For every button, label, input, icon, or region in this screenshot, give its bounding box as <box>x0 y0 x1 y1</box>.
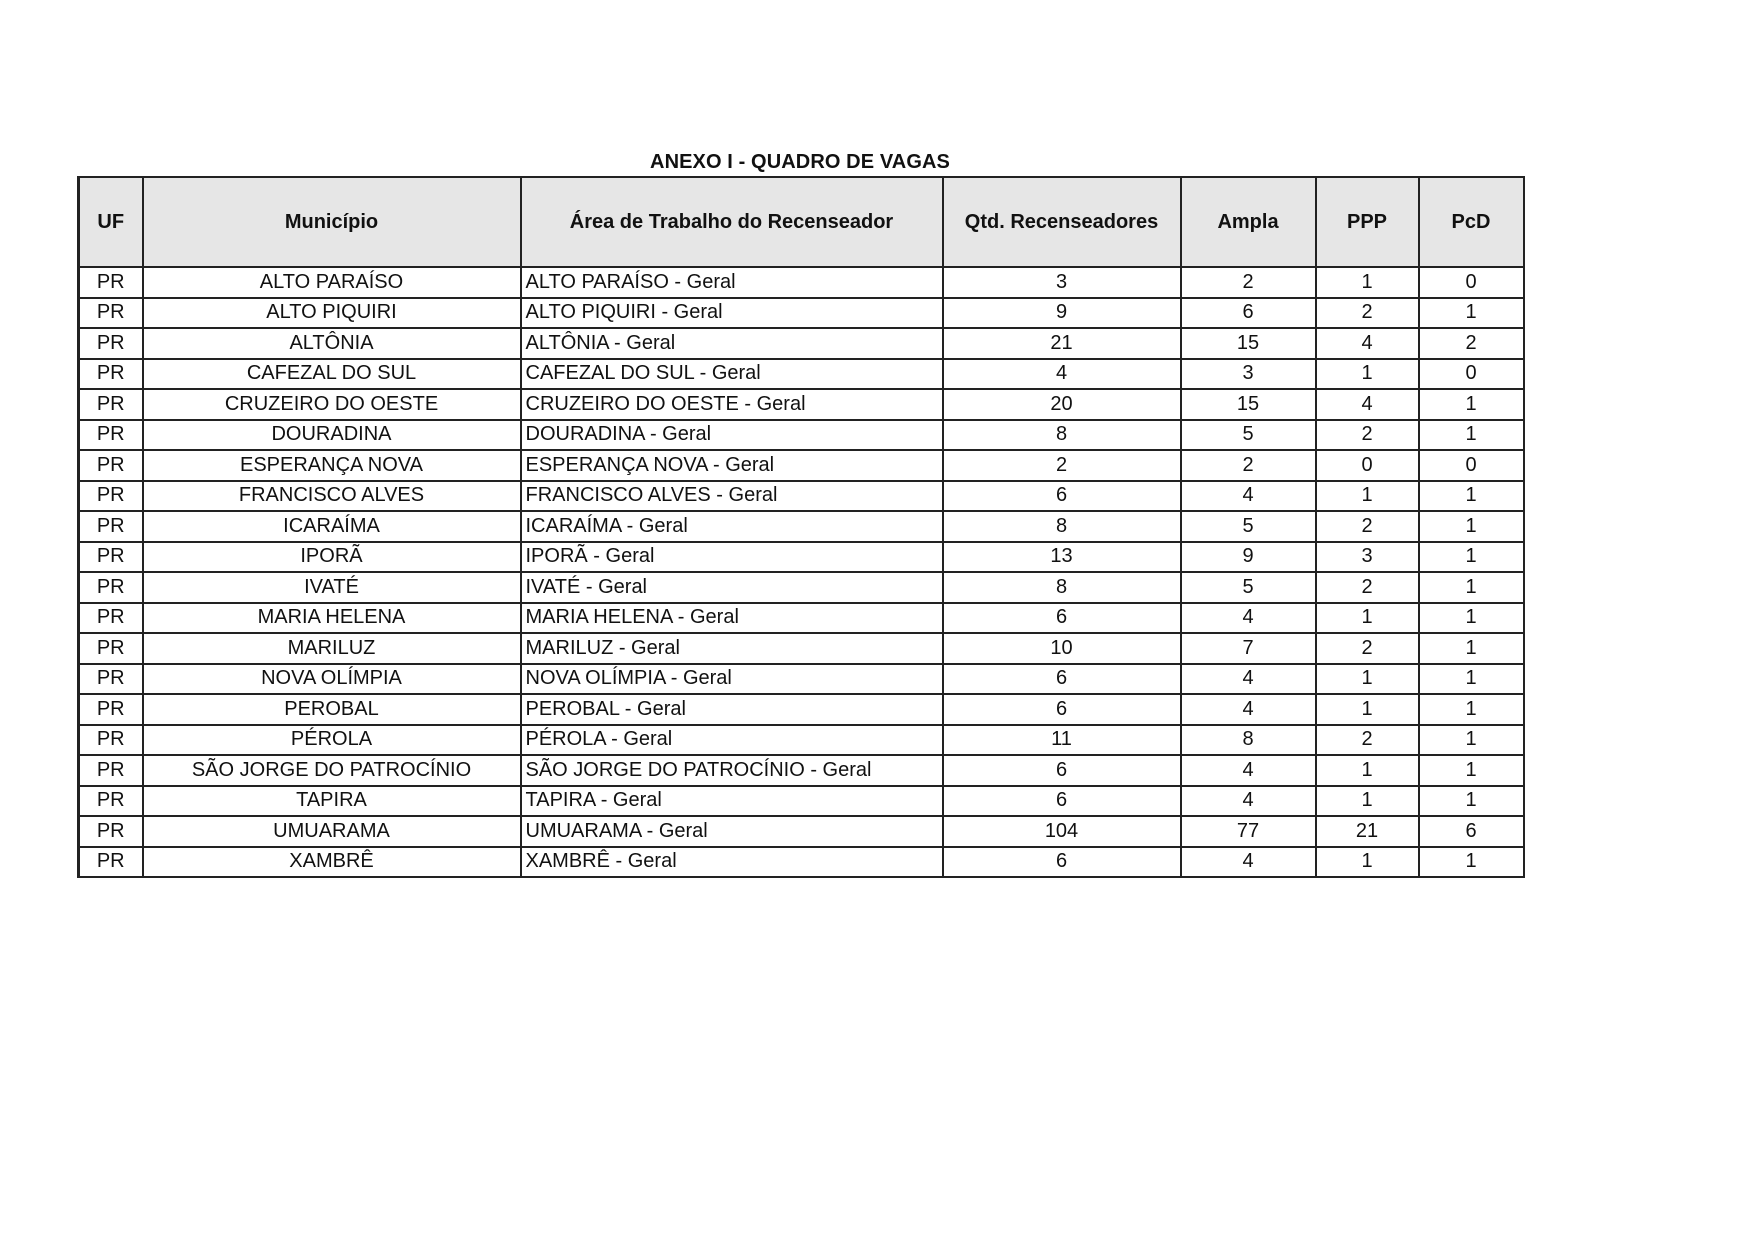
cell-ampla: 3 <box>1181 359 1316 390</box>
cell-area: FRANCISCO ALVES - Geral <box>521 481 943 512</box>
cell-uf: PR <box>79 633 143 664</box>
page-title: ANEXO I - QUADRO DE VAGAS <box>650 151 950 173</box>
cell-ppp: 1 <box>1316 786 1419 817</box>
table-row <box>79 359 1524 390</box>
table-body <box>79 267 1524 877</box>
cell-uf: PR <box>79 481 143 512</box>
cell-ampla: 5 <box>1181 572 1316 603</box>
cell-ampla: 4 <box>1181 694 1316 725</box>
cell-ampla: 6 <box>1181 298 1316 329</box>
cell-area: DOURADINA - Geral <box>521 420 943 451</box>
cell-municipio: XAMBRÊ <box>143 847 521 878</box>
cell-area: ALTO PIQUIRI - Geral <box>521 298 943 329</box>
cell-ampla: 4 <box>1181 786 1316 817</box>
cell-ampla: 4 <box>1181 847 1316 878</box>
cell-ppp: 1 <box>1316 267 1419 298</box>
cell-uf: PR <box>79 786 143 817</box>
table-row <box>79 481 1524 512</box>
cell-qtd-recenseadores: 6 <box>943 786 1181 817</box>
cell-municipio: CRUZEIRO DO OESTE <box>143 389 521 420</box>
table-row <box>79 420 1524 451</box>
table-row <box>79 786 1524 817</box>
cell-ampla: 15 <box>1181 328 1316 359</box>
cell-area: CRUZEIRO DO OESTE - Geral <box>521 389 943 420</box>
cell-qtd-recenseadores: 3 <box>943 267 1181 298</box>
cell-ampla: 7 <box>1181 633 1316 664</box>
cell-ppp: 1 <box>1316 847 1419 878</box>
table-row <box>79 542 1524 573</box>
cell-area: IPORÃ - Geral <box>521 542 943 573</box>
cell-area: XAMBRÊ - Geral <box>521 847 943 878</box>
cell-ppp: 2 <box>1316 633 1419 664</box>
cell-ampla: 5 <box>1181 420 1316 451</box>
cell-ppp: 1 <box>1316 359 1419 390</box>
cell-qtd-recenseadores: 20 <box>943 389 1181 420</box>
cell-uf: PR <box>79 328 143 359</box>
table-row <box>79 847 1524 878</box>
cell-uf: PR <box>79 420 143 451</box>
cell-qtd-recenseadores: 6 <box>943 481 1181 512</box>
cell-uf: PR <box>79 572 143 603</box>
cell-uf: PR <box>79 267 143 298</box>
cell-qtd-recenseadores: 13 <box>943 542 1181 573</box>
cell-municipio: DOURADINA <box>143 420 521 451</box>
cell-area: IVATÉ - Geral <box>521 572 943 603</box>
cell-ppp: 3 <box>1316 542 1419 573</box>
cell-uf: PR <box>79 816 143 847</box>
cell-pcd: 1 <box>1419 572 1524 603</box>
cell-ampla: 4 <box>1181 481 1316 512</box>
cell-area: TAPIRA - Geral <box>521 786 943 817</box>
cell-municipio: IVATÉ <box>143 572 521 603</box>
table-row <box>79 664 1524 695</box>
table-row <box>79 267 1524 298</box>
cell-qtd-recenseadores: 104 <box>943 816 1181 847</box>
cell-pcd: 0 <box>1419 450 1524 481</box>
cell-ampla: 77 <box>1181 816 1316 847</box>
cell-qtd-recenseadores: 6 <box>943 755 1181 786</box>
cell-ampla: 4 <box>1181 603 1316 634</box>
cell-ppp: 4 <box>1316 328 1419 359</box>
cell-qtd-recenseadores: 11 <box>943 725 1181 756</box>
cell-municipio: CAFEZAL DO SUL <box>143 359 521 390</box>
cell-municipio: ALTÔNIA <box>143 328 521 359</box>
cell-qtd-recenseadores: 8 <box>943 572 1181 603</box>
cell-ampla: 9 <box>1181 542 1316 573</box>
cell-ppp: 2 <box>1316 511 1419 542</box>
cell-pcd: 1 <box>1419 603 1524 634</box>
cell-uf: PR <box>79 542 143 573</box>
cell-pcd: 1 <box>1419 420 1524 451</box>
cell-qtd-recenseadores: 8 <box>943 420 1181 451</box>
cell-ppp: 0 <box>1316 450 1419 481</box>
cell-municipio: SÃO JORGE DO PATROCÍNIO <box>143 755 521 786</box>
cell-municipio: NOVA OLÍMPIA <box>143 664 521 695</box>
cell-area: SÃO JORGE DO PATROCÍNIO - Geral <box>521 755 943 786</box>
cell-qtd-recenseadores: 9 <box>943 298 1181 329</box>
cell-area: UMUARAMA - Geral <box>521 816 943 847</box>
cell-pcd: 1 <box>1419 389 1524 420</box>
cell-ppp: 21 <box>1316 816 1419 847</box>
cell-municipio: TAPIRA <box>143 786 521 817</box>
cell-qtd-recenseadores: 6 <box>943 847 1181 878</box>
cell-municipio: UMUARAMA <box>143 816 521 847</box>
cell-ppp: 4 <box>1316 389 1419 420</box>
cell-ampla: 8 <box>1181 725 1316 756</box>
cell-area: ICARAÍMA - Geral <box>521 511 943 542</box>
header-municipio: Município <box>143 177 521 267</box>
cell-uf: PR <box>79 603 143 634</box>
cell-ppp: 2 <box>1316 420 1419 451</box>
cell-pcd: 0 <box>1419 359 1524 390</box>
cell-area: PÉROLA - Geral <box>521 725 943 756</box>
cell-uf: PR <box>79 450 143 481</box>
cell-ppp: 1 <box>1316 755 1419 786</box>
table-row <box>79 755 1524 786</box>
table-row <box>79 603 1524 634</box>
cell-pcd: 1 <box>1419 694 1524 725</box>
cell-area: MARIA HELENA - Geral <box>521 603 943 634</box>
cell-ppp: 1 <box>1316 481 1419 512</box>
cell-municipio: IPORÃ <box>143 542 521 573</box>
cell-ppp: 1 <box>1316 694 1419 725</box>
cell-ampla: 5 <box>1181 511 1316 542</box>
cell-pcd: 1 <box>1419 847 1524 878</box>
cell-ppp: 1 <box>1316 603 1419 634</box>
cell-area: CAFEZAL DO SUL - Geral <box>521 359 943 390</box>
cell-area: ESPERANÇA NOVA - Geral <box>521 450 943 481</box>
header-row <box>79 177 1524 267</box>
cell-uf: PR <box>79 847 143 878</box>
cell-pcd: 1 <box>1419 755 1524 786</box>
cell-ppp: 1 <box>1316 664 1419 695</box>
table-row <box>79 572 1524 603</box>
table-row <box>79 694 1524 725</box>
cell-pcd: 1 <box>1419 633 1524 664</box>
table-row <box>79 633 1524 664</box>
cell-municipio: FRANCISCO ALVES <box>143 481 521 512</box>
cell-pcd: 0 <box>1419 267 1524 298</box>
cell-municipio: PÉROLA <box>143 725 521 756</box>
cell-qtd-recenseadores: 8 <box>943 511 1181 542</box>
cell-area: NOVA OLÍMPIA - Geral <box>521 664 943 695</box>
cell-ampla: 15 <box>1181 389 1316 420</box>
cell-qtd-recenseadores: 4 <box>943 359 1181 390</box>
cell-area: PEROBAL - Geral <box>521 694 943 725</box>
cell-uf: PR <box>79 511 143 542</box>
cell-pcd: 2 <box>1419 328 1524 359</box>
cell-municipio: ESPERANÇA NOVA <box>143 450 521 481</box>
cell-area: ALTO PARAÍSO - Geral <box>521 267 943 298</box>
cell-pcd: 1 <box>1419 725 1524 756</box>
cell-uf: PR <box>79 725 143 756</box>
header-pcd: PcD <box>1419 177 1524 267</box>
cell-pcd: 1 <box>1419 664 1524 695</box>
cell-qtd-recenseadores: 6 <box>943 664 1181 695</box>
header-ampla: Ampla <box>1181 177 1316 267</box>
vagas-table <box>77 176 1525 878</box>
header-ppp: PPP <box>1316 177 1419 267</box>
cell-qtd-recenseadores: 21 <box>943 328 1181 359</box>
header-uf: UF <box>79 177 143 267</box>
cell-municipio: MARILUZ <box>143 633 521 664</box>
cell-uf: PR <box>79 694 143 725</box>
cell-municipio: ALTO PARAÍSO <box>143 267 521 298</box>
table-row <box>79 298 1524 329</box>
cell-pcd: 1 <box>1419 481 1524 512</box>
cell-area: ALTÔNIA - Geral <box>521 328 943 359</box>
cell-municipio: MARIA HELENA <box>143 603 521 634</box>
table-row <box>79 328 1524 359</box>
table-header <box>79 177 1524 267</box>
table-row <box>79 389 1524 420</box>
header-area: Área de Trabalho do Recenseador <box>521 177 943 267</box>
cell-municipio: PEROBAL <box>143 694 521 725</box>
cell-ppp: 2 <box>1316 572 1419 603</box>
table-row <box>79 725 1524 756</box>
cell-municipio: ALTO PIQUIRI <box>143 298 521 329</box>
header-qtd-recenseadores: Qtd. Recenseadores <box>943 177 1181 267</box>
cell-pcd: 1 <box>1419 542 1524 573</box>
table-row <box>79 511 1524 542</box>
cell-ppp: 2 <box>1316 298 1419 329</box>
cell-ampla: 2 <box>1181 267 1316 298</box>
cell-ampla: 4 <box>1181 664 1316 695</box>
cell-ppp: 2 <box>1316 725 1419 756</box>
cell-qtd-recenseadores: 2 <box>943 450 1181 481</box>
table-row <box>79 816 1524 847</box>
table-row <box>79 450 1524 481</box>
cell-municipio: ICARAÍMA <box>143 511 521 542</box>
cell-uf: PR <box>79 664 143 695</box>
cell-pcd: 6 <box>1419 816 1524 847</box>
cell-qtd-recenseadores: 6 <box>943 694 1181 725</box>
cell-ampla: 4 <box>1181 755 1316 786</box>
cell-pcd: 1 <box>1419 786 1524 817</box>
cell-pcd: 1 <box>1419 298 1524 329</box>
cell-qtd-recenseadores: 10 <box>943 633 1181 664</box>
cell-uf: PR <box>79 359 143 390</box>
cell-ampla: 2 <box>1181 450 1316 481</box>
cell-area: MARILUZ - Geral <box>521 633 943 664</box>
cell-uf: PR <box>79 755 143 786</box>
cell-uf: PR <box>79 389 143 420</box>
cell-uf: PR <box>79 298 143 329</box>
cell-pcd: 1 <box>1419 511 1524 542</box>
cell-qtd-recenseadores: 6 <box>943 603 1181 634</box>
